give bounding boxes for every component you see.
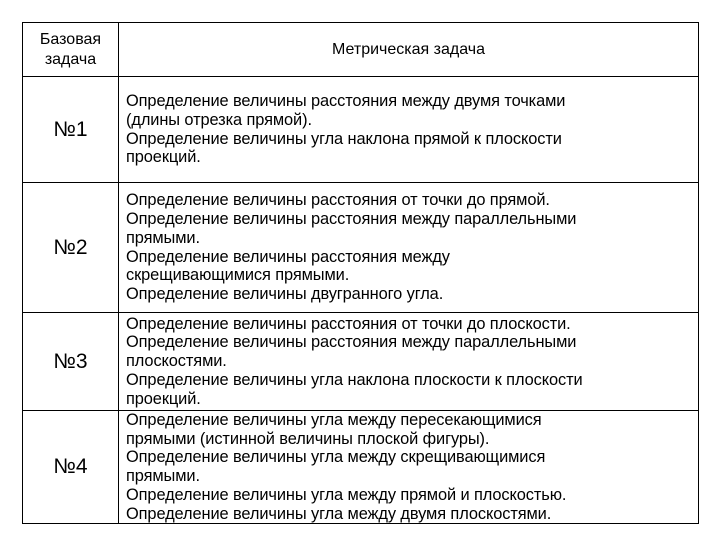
description-line: Определение величины расстояния от точки до плоскости. [126,314,571,333]
description-line: Определение величины расстояния между двумя точками [126,92,566,111]
task-description [119,77,699,183]
description-line: Определение величины угла наклона плоскости к плоскости [126,370,583,389]
description-line: Определение величины расстояния между параллельными [126,210,577,229]
description-line: Определение величины угла между прямой и плоскостью. [126,485,567,504]
description-line: Определение величины расстояния от точки до прямой. [126,191,550,210]
table-row [23,411,699,524]
table-row [23,313,699,411]
task-description [119,183,699,313]
header-base-task-line2: задача [44,50,97,68]
table-row [23,183,699,313]
task-description [119,411,699,524]
header-base-task-line1: Базовая [39,30,102,48]
description-line: Определение величины расстояния между [126,247,450,266]
description-line: Определение величины угла между двумя плоскостями. [126,504,552,523]
description-line: прямыми. [126,228,200,247]
description-line: Определение величины угла между скрещивающимися [126,448,546,467]
description-line: проекций. [126,389,201,408]
description-line: Определение величины двугранного угла. [126,284,444,303]
description-line: (длины отрезка прямой). [126,110,312,129]
description-line: плоскостями. [126,352,227,371]
header-base-task [23,23,119,77]
task-number: №2 [23,183,119,313]
description-line: Определение величины расстояния между параллельными [126,333,577,352]
description-line: проекций. [126,148,201,167]
description-line: скрещивающимися прямыми. [126,266,350,285]
task-number: №4 [23,411,119,524]
description-line: прямыми (истинной величины плоской фигуры). [126,429,490,448]
tasks-table [22,22,699,524]
description-line: прямыми. [126,467,200,486]
task-number: №3 [23,313,119,411]
header-metric-task: Метрическая задача [119,23,699,77]
description-line: Определение величины угла наклона прямой к плоскости [126,129,562,148]
description-line: Определение величины угла между пересекающимися [126,411,542,429]
table-row [23,77,699,183]
task-number: №1 [23,77,119,183]
header-row [23,23,699,77]
task-description [119,313,699,411]
